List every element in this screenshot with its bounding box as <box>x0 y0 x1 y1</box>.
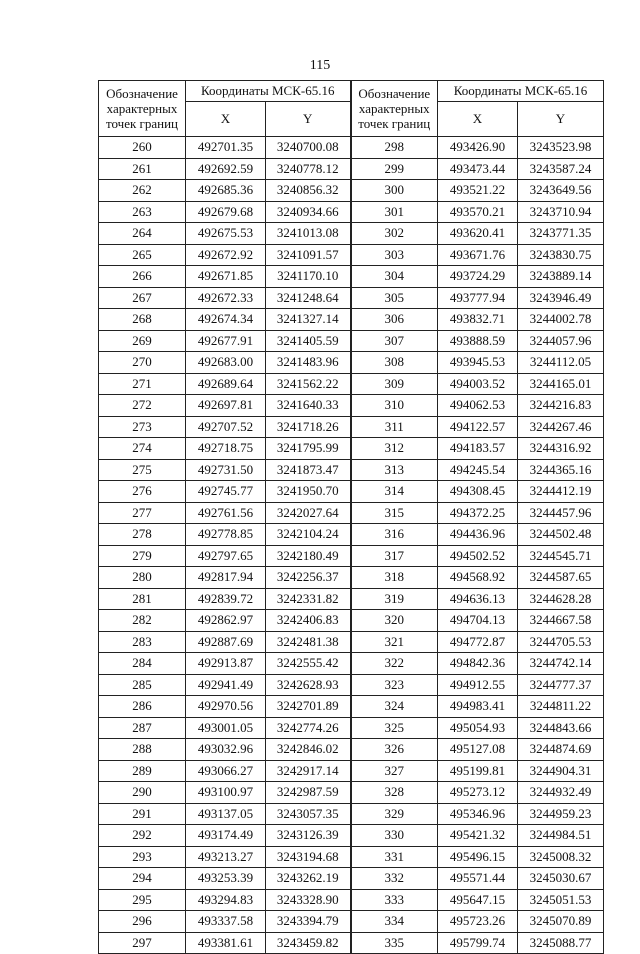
table-row <box>99 287 604 309</box>
point-id-cell: 274 <box>99 438 186 460</box>
y-coordinate-cell: 3245070.89 <box>518 911 604 933</box>
point-id-cell: 318 <box>351 567 438 589</box>
point-id-cell: 282 <box>99 610 186 632</box>
x-coordinate-cell: 492672.92 <box>186 244 266 266</box>
point-id-cell: 291 <box>99 803 186 825</box>
table-row <box>99 932 604 954</box>
point-id-cell: 270 <box>99 352 186 374</box>
table-row <box>99 846 604 868</box>
point-id-cell: 263 <box>99 201 186 223</box>
x-coordinate-cell: 494308.45 <box>438 481 518 503</box>
y-coordinate-cell: 3244545.71 <box>518 545 604 567</box>
table-row <box>99 158 604 180</box>
table-row <box>99 438 604 460</box>
table-row <box>99 266 604 288</box>
y-coordinate-cell: 3243394.79 <box>266 911 351 933</box>
table-row <box>99 653 604 675</box>
table-row <box>99 696 604 718</box>
point-id-cell: 260 <box>99 137 186 159</box>
y-coordinate-cell: 3242256.37 <box>266 567 351 589</box>
y-coordinate-cell: 3243126.39 <box>266 825 351 847</box>
y-coordinate-cell: 3243057.35 <box>266 803 351 825</box>
point-id-cell: 271 <box>99 373 186 395</box>
x-coordinate-cell: 495571.44 <box>438 868 518 890</box>
y-coordinate-cell: 3244904.31 <box>518 760 604 782</box>
x-coordinate-cell: 492697.81 <box>186 395 266 417</box>
header-label-line: характерных <box>106 101 178 116</box>
x-column-header: X <box>186 102 266 137</box>
x-coordinate-cell: 495127.08 <box>438 739 518 761</box>
header-label-line: характерных <box>358 101 430 116</box>
x-coordinate-cell: 494912.55 <box>438 674 518 696</box>
x-coordinate-cell: 493620.41 <box>438 223 518 245</box>
x-coordinate-cell: 495054.93 <box>438 717 518 739</box>
y-coordinate-cell: 3244742.14 <box>518 653 604 675</box>
y-coordinate-cell: 3241718.26 <box>266 416 351 438</box>
y-coordinate-cell: 3240778.12 <box>266 158 351 180</box>
y-coordinate-cell: 3241640.33 <box>266 395 351 417</box>
x-coordinate-cell: 494983.41 <box>438 696 518 718</box>
y-coordinate-cell: 3243459.82 <box>266 932 351 954</box>
coord-system-header: Координаты МСК-65.16 <box>438 81 604 102</box>
point-id-cell: 320 <box>351 610 438 632</box>
table-header <box>99 81 604 137</box>
y-coordinate-cell: 3242406.83 <box>266 610 351 632</box>
table-row <box>99 180 604 202</box>
y-coordinate-cell: 3243523.98 <box>518 137 604 159</box>
x-coordinate-cell: 492745.77 <box>186 481 266 503</box>
x-coordinate-cell: 492887.69 <box>186 631 266 653</box>
point-id-cell: 262 <box>99 180 186 202</box>
point-id-cell: 266 <box>99 266 186 288</box>
y-coordinate-cell: 3242917.14 <box>266 760 351 782</box>
x-coordinate-cell: 492674.34 <box>186 309 266 331</box>
table-row <box>99 739 604 761</box>
point-id-cell: 300 <box>351 180 438 202</box>
x-coordinate-cell: 495199.81 <box>438 760 518 782</box>
x-coordinate-cell: 494636.13 <box>438 588 518 610</box>
x-column-header: X <box>438 102 518 137</box>
point-id-cell: 292 <box>99 825 186 847</box>
x-coordinate-cell: 494568.92 <box>438 567 518 589</box>
point-id-cell: 273 <box>99 416 186 438</box>
x-coordinate-cell: 493001.05 <box>186 717 266 739</box>
x-coordinate-cell: 495799.74 <box>438 932 518 954</box>
point-id-cell: 327 <box>351 760 438 782</box>
coordinates-table <box>98 80 604 954</box>
point-id-cell: 285 <box>99 674 186 696</box>
y-coordinate-cell: 3242628.93 <box>266 674 351 696</box>
point-id-cell: 268 <box>99 309 186 331</box>
x-coordinate-cell: 493724.29 <box>438 266 518 288</box>
point-label-header <box>351 81 438 137</box>
x-coordinate-cell: 494122.57 <box>438 416 518 438</box>
point-id-cell: 298 <box>351 137 438 159</box>
table-row <box>99 674 604 696</box>
x-coordinate-cell: 492692.59 <box>186 158 266 180</box>
x-coordinate-cell: 495647.15 <box>438 889 518 911</box>
table-row <box>99 481 604 503</box>
x-coordinate-cell: 494245.54 <box>438 459 518 481</box>
x-coordinate-cell: 492671.85 <box>186 266 266 288</box>
y-coordinate-cell: 3243771.35 <box>518 223 604 245</box>
x-coordinate-cell: 493100.97 <box>186 782 266 804</box>
y-coordinate-cell: 3244112.05 <box>518 352 604 374</box>
y-coordinate-cell: 3241013.08 <box>266 223 351 245</box>
y-coordinate-cell: 3243649.56 <box>518 180 604 202</box>
x-coordinate-cell: 493174.49 <box>186 825 266 847</box>
x-coordinate-cell: 492817.94 <box>186 567 266 589</box>
point-id-cell: 317 <box>351 545 438 567</box>
y-coordinate-cell: 3242104.24 <box>266 524 351 546</box>
x-coordinate-cell: 492941.49 <box>186 674 266 696</box>
point-id-cell: 283 <box>99 631 186 653</box>
y-coordinate-cell: 3240856.32 <box>266 180 351 202</box>
y-coordinate-cell: 3243194.68 <box>266 846 351 868</box>
y-coordinate-cell: 3244502.48 <box>518 524 604 546</box>
table-row <box>99 889 604 911</box>
point-id-cell: 335 <box>351 932 438 954</box>
y-coordinate-cell: 3245051.53 <box>518 889 604 911</box>
y-coordinate-cell: 3241091.57 <box>266 244 351 266</box>
y-coordinate-cell: 3242987.59 <box>266 782 351 804</box>
y-coordinate-cell: 3244267.46 <box>518 416 604 438</box>
x-coordinate-cell: 492862.97 <box>186 610 266 632</box>
y-coordinate-cell: 3241562.22 <box>266 373 351 395</box>
point-id-cell: 314 <box>351 481 438 503</box>
table-row <box>99 588 604 610</box>
x-coordinate-cell: 492685.36 <box>186 180 266 202</box>
point-id-cell: 297 <box>99 932 186 954</box>
point-id-cell: 290 <box>99 782 186 804</box>
x-coordinate-cell: 494183.57 <box>438 438 518 460</box>
x-coordinate-cell: 492913.87 <box>186 653 266 675</box>
y-coordinate-cell: 3244457.96 <box>518 502 604 524</box>
y-coordinate-cell: 3241950.70 <box>266 481 351 503</box>
table-row <box>99 330 604 352</box>
y-coordinate-cell: 3243889.14 <box>518 266 604 288</box>
y-coordinate-cell: 3242555.42 <box>266 653 351 675</box>
point-id-cell: 310 <box>351 395 438 417</box>
x-coordinate-cell: 494372.25 <box>438 502 518 524</box>
point-id-cell: 324 <box>351 696 438 718</box>
table-row <box>99 717 604 739</box>
point-id-cell: 304 <box>351 266 438 288</box>
y-coordinate-cell: 3243328.90 <box>266 889 351 911</box>
point-id-cell: 319 <box>351 588 438 610</box>
y-coordinate-cell: 3244165.01 <box>518 373 604 395</box>
y-coordinate-cell: 3242180.49 <box>266 545 351 567</box>
y-coordinate-cell: 3244932.49 <box>518 782 604 804</box>
table-row <box>99 803 604 825</box>
x-coordinate-cell: 493473.44 <box>438 158 518 180</box>
y-coordinate-cell: 3244002.78 <box>518 309 604 331</box>
x-coordinate-cell: 493213.27 <box>186 846 266 868</box>
y-coordinate-cell: 3242027.64 <box>266 502 351 524</box>
y-coordinate-cell: 3244057.96 <box>518 330 604 352</box>
header-label-line: Обозначение <box>358 86 431 101</box>
table-row <box>99 373 604 395</box>
y-coordinate-cell: 3244587.65 <box>518 567 604 589</box>
point-id-cell: 323 <box>351 674 438 696</box>
x-coordinate-cell: 492677.91 <box>186 330 266 352</box>
point-id-cell: 312 <box>351 438 438 460</box>
point-id-cell: 333 <box>351 889 438 911</box>
y-coordinate-cell: 3243587.24 <box>518 158 604 180</box>
x-coordinate-cell: 493426.90 <box>438 137 518 159</box>
point-id-cell: 272 <box>99 395 186 417</box>
point-id-cell: 332 <box>351 868 438 890</box>
table-row <box>99 395 604 417</box>
y-coordinate-cell: 3244874.69 <box>518 739 604 761</box>
x-coordinate-cell: 492970.56 <box>186 696 266 718</box>
table-row <box>99 545 604 567</box>
y-coordinate-cell: 3243946.49 <box>518 287 604 309</box>
point-id-cell: 301 <box>351 201 438 223</box>
y-coordinate-cell: 3243262.19 <box>266 868 351 890</box>
point-id-cell: 261 <box>99 158 186 180</box>
table-row <box>99 416 604 438</box>
point-id-cell: 309 <box>351 373 438 395</box>
point-id-cell: 287 <box>99 717 186 739</box>
point-id-cell: 302 <box>351 223 438 245</box>
y-coordinate-cell: 3244959.23 <box>518 803 604 825</box>
point-id-cell: 330 <box>351 825 438 847</box>
x-coordinate-cell: 493570.21 <box>438 201 518 223</box>
x-coordinate-cell: 493337.58 <box>186 911 266 933</box>
x-coordinate-cell: 493832.71 <box>438 309 518 331</box>
table-row <box>99 911 604 933</box>
y-coordinate-cell: 3244777.37 <box>518 674 604 696</box>
point-id-cell: 322 <box>351 653 438 675</box>
table-row <box>99 309 604 331</box>
point-id-cell: 334 <box>351 911 438 933</box>
x-coordinate-cell: 492679.68 <box>186 201 266 223</box>
y-coordinate-cell: 3243830.75 <box>518 244 604 266</box>
table-body <box>99 137 604 954</box>
x-coordinate-cell: 492689.64 <box>186 373 266 395</box>
x-coordinate-cell: 494704.13 <box>438 610 518 632</box>
y-coordinate-cell: 3241170.10 <box>266 266 351 288</box>
y-coordinate-cell: 3241405.59 <box>266 330 351 352</box>
point-id-cell: 293 <box>99 846 186 868</box>
point-id-cell: 288 <box>99 739 186 761</box>
y-coordinate-cell: 3244667.58 <box>518 610 604 632</box>
x-coordinate-cell: 495723.26 <box>438 911 518 933</box>
y-coordinate-cell: 3242701.89 <box>266 696 351 718</box>
table-row <box>99 244 604 266</box>
point-id-cell: 328 <box>351 782 438 804</box>
x-coordinate-cell: 493945.53 <box>438 352 518 374</box>
point-id-cell: 305 <box>351 287 438 309</box>
x-coordinate-cell: 493253.39 <box>186 868 266 890</box>
x-coordinate-cell: 492672.33 <box>186 287 266 309</box>
x-coordinate-cell: 492731.50 <box>186 459 266 481</box>
point-id-cell: 325 <box>351 717 438 739</box>
table-row <box>99 352 604 374</box>
point-id-cell: 279 <box>99 545 186 567</box>
point-id-cell: 276 <box>99 481 186 503</box>
x-coordinate-cell: 492675.53 <box>186 223 266 245</box>
point-id-cell: 295 <box>99 889 186 911</box>
header-label-line: точек границ <box>358 116 431 131</box>
x-coordinate-cell: 492778.85 <box>186 524 266 546</box>
page-number: 115 <box>309 58 331 73</box>
y-coordinate-cell: 3242331.82 <box>266 588 351 610</box>
x-coordinate-cell: 495273.12 <box>438 782 518 804</box>
point-id-cell: 311 <box>351 416 438 438</box>
point-id-cell: 303 <box>351 244 438 266</box>
x-coordinate-cell: 494772.87 <box>438 631 518 653</box>
x-coordinate-cell: 493381.61 <box>186 932 266 954</box>
point-id-cell: 326 <box>351 739 438 761</box>
x-coordinate-cell: 495496.15 <box>438 846 518 868</box>
point-id-cell: 321 <box>351 631 438 653</box>
point-id-cell: 289 <box>99 760 186 782</box>
x-coordinate-cell: 492707.52 <box>186 416 266 438</box>
y-coordinate-cell: 3241795.99 <box>266 438 351 460</box>
point-id-cell: 265 <box>99 244 186 266</box>
point-id-cell: 308 <box>351 352 438 374</box>
x-coordinate-cell: 493671.76 <box>438 244 518 266</box>
table-row <box>99 502 604 524</box>
y-coordinate-cell: 3244412.19 <box>518 481 604 503</box>
table-row <box>99 760 604 782</box>
x-coordinate-cell: 495346.96 <box>438 803 518 825</box>
y-coordinate-cell: 3244316.92 <box>518 438 604 460</box>
x-coordinate-cell: 493294.83 <box>186 889 266 911</box>
point-id-cell: 280 <box>99 567 186 589</box>
x-coordinate-cell: 495421.32 <box>438 825 518 847</box>
y-coordinate-cell: 3241248.64 <box>266 287 351 309</box>
point-label-header <box>99 81 186 137</box>
x-coordinate-cell: 494842.36 <box>438 653 518 675</box>
y-coordinate-cell: 3240700.08 <box>266 137 351 159</box>
point-id-cell: 277 <box>99 502 186 524</box>
y-coordinate-cell: 3244365.16 <box>518 459 604 481</box>
y-coordinate-cell: 3244811.22 <box>518 696 604 718</box>
point-id-cell: 267 <box>99 287 186 309</box>
point-id-cell: 278 <box>99 524 186 546</box>
table-row <box>99 868 604 890</box>
header-label-line: Обозначение <box>106 86 178 101</box>
point-id-cell: 286 <box>99 696 186 718</box>
point-id-cell: 307 <box>351 330 438 352</box>
point-id-cell: 331 <box>351 846 438 868</box>
point-id-cell: 306 <box>351 309 438 331</box>
point-id-cell: 281 <box>99 588 186 610</box>
point-id-cell: 275 <box>99 459 186 481</box>
point-id-cell: 329 <box>351 803 438 825</box>
x-coordinate-cell: 493032.96 <box>186 739 266 761</box>
x-coordinate-cell: 492761.56 <box>186 502 266 524</box>
table-row <box>99 567 604 589</box>
y-coordinate-cell: 3245088.77 <box>518 932 604 954</box>
x-coordinate-cell: 494003.52 <box>438 373 518 395</box>
table-row <box>99 631 604 653</box>
header-label-line: точек границ <box>105 116 179 131</box>
table-row <box>99 825 604 847</box>
x-coordinate-cell: 492683.00 <box>186 352 266 374</box>
point-id-cell: 264 <box>99 223 186 245</box>
x-coordinate-cell: 494502.52 <box>438 545 518 567</box>
y-coordinate-cell: 3244216.83 <box>518 395 604 417</box>
y-column-header: Y <box>266 102 351 137</box>
x-coordinate-cell: 494436.96 <box>438 524 518 546</box>
table-row <box>99 459 604 481</box>
coord-system-header: Координаты МСК-65.16 <box>186 81 351 102</box>
y-coordinate-cell: 3245008.32 <box>518 846 604 868</box>
x-coordinate-cell: 493521.22 <box>438 180 518 202</box>
table-row <box>99 223 604 245</box>
y-coordinate-cell: 3242846.02 <box>266 739 351 761</box>
y-coordinate-cell: 3241483.96 <box>266 352 351 374</box>
x-coordinate-cell: 493777.94 <box>438 287 518 309</box>
x-coordinate-cell: 493137.05 <box>186 803 266 825</box>
x-coordinate-cell: 493888.59 <box>438 330 518 352</box>
table-row <box>99 201 604 223</box>
x-coordinate-cell: 492701.35 <box>186 137 266 159</box>
y-coordinate-cell: 3245030.67 <box>518 868 604 890</box>
table-row <box>99 137 604 159</box>
x-coordinate-cell: 492718.75 <box>186 438 266 460</box>
table-row <box>99 524 604 546</box>
x-coordinate-cell: 492797.65 <box>186 545 266 567</box>
x-coordinate-cell: 493066.27 <box>186 760 266 782</box>
point-id-cell: 269 <box>99 330 186 352</box>
point-id-cell: 296 <box>99 911 186 933</box>
point-id-cell: 299 <box>351 158 438 180</box>
y-coordinate-cell: 3241327.14 <box>266 309 351 331</box>
point-id-cell: 315 <box>351 502 438 524</box>
point-id-cell: 313 <box>351 459 438 481</box>
y-coordinate-cell: 3244705.53 <box>518 631 604 653</box>
point-id-cell: 294 <box>99 868 186 890</box>
y-coordinate-cell: 3241873.47 <box>266 459 351 481</box>
point-id-cell: 316 <box>351 524 438 546</box>
y-coordinate-cell: 3244843.66 <box>518 717 604 739</box>
y-coordinate-cell: 3244984.51 <box>518 825 604 847</box>
point-id-cell: 284 <box>99 653 186 675</box>
y-column-header: Y <box>518 102 604 137</box>
y-coordinate-cell: 3242774.26 <box>266 717 351 739</box>
y-coordinate-cell: 3240934.66 <box>266 201 351 223</box>
y-coordinate-cell: 3242481.38 <box>266 631 351 653</box>
table-row <box>99 610 604 632</box>
x-coordinate-cell: 494062.53 <box>438 395 518 417</box>
table-row <box>99 782 604 804</box>
y-coordinate-cell: 3244628.28 <box>518 588 604 610</box>
y-coordinate-cell: 3243710.94 <box>518 201 604 223</box>
x-coordinate-cell: 492839.72 <box>186 588 266 610</box>
